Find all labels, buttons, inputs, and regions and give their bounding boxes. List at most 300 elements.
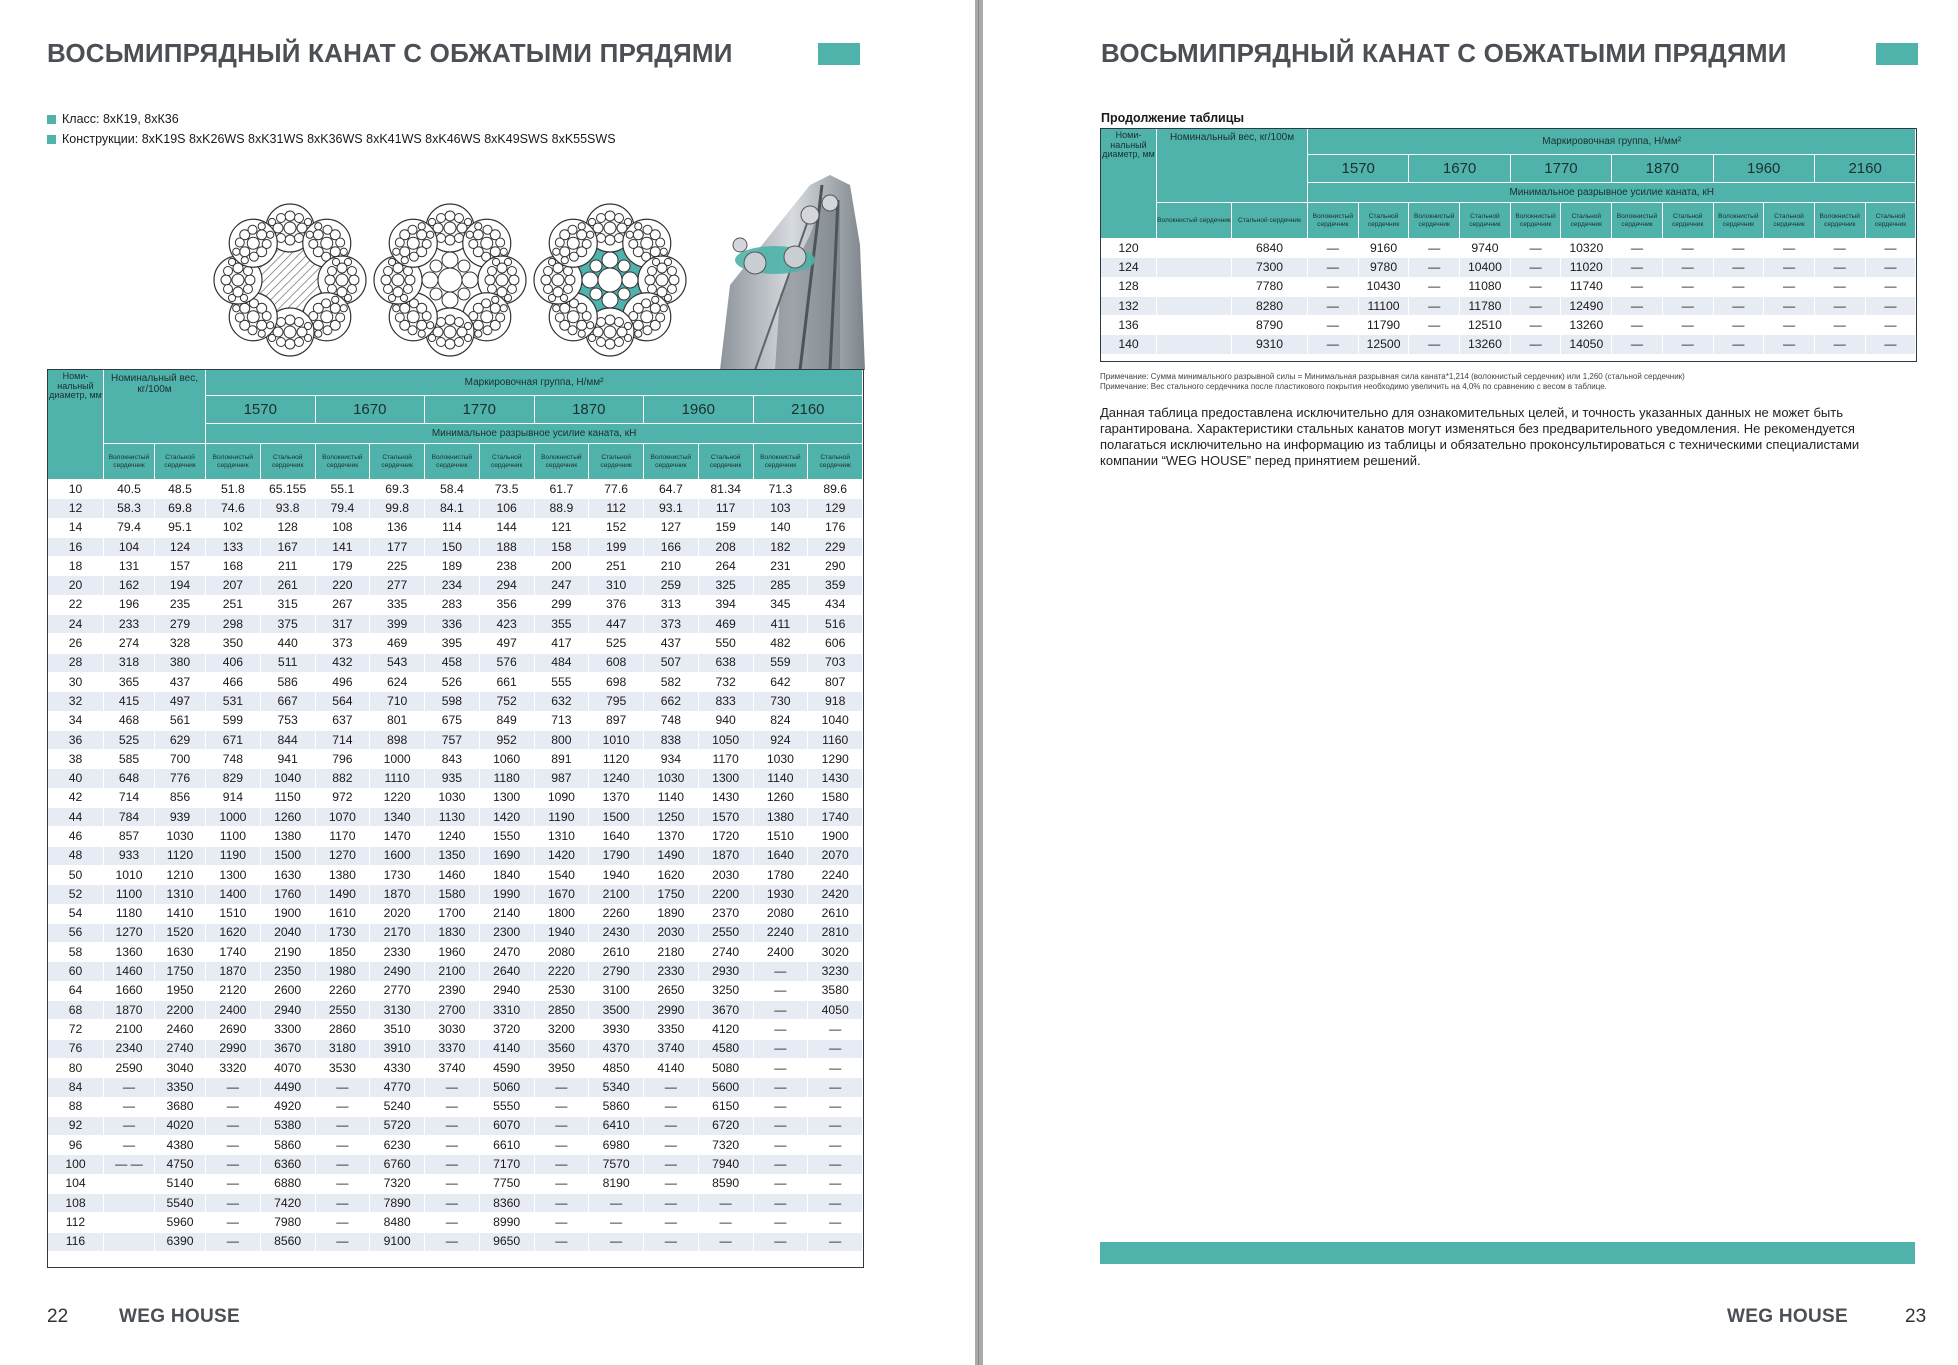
- value-cell: 158: [534, 537, 589, 556]
- value-cell: 4380: [155, 1136, 206, 1155]
- value-cell: 12490: [1561, 296, 1612, 315]
- value-cell: 1160: [808, 730, 863, 749]
- value-cell: 2220: [534, 962, 589, 981]
- table-row: [48, 885, 863, 904]
- value-cell: 81.34: [698, 480, 753, 499]
- value-cell: 310: [589, 576, 644, 595]
- value-cell: 1620: [644, 865, 699, 884]
- value-cell: 2940: [479, 981, 534, 1000]
- value-cell: 3030: [425, 1020, 480, 1039]
- value-cell: —: [808, 1097, 863, 1116]
- value-cell: 4020: [155, 1116, 206, 1135]
- rope-illustrations: [210, 175, 910, 370]
- diameter-cell: 76: [48, 1039, 104, 1058]
- grade-header: 2160: [1814, 155, 1916, 183]
- value-cell: 1870: [698, 846, 753, 865]
- value-cell: 939: [155, 808, 206, 827]
- value-cell: 6720: [698, 1116, 753, 1135]
- value-cell: 127: [644, 518, 699, 537]
- diameter-cell: 100: [48, 1155, 104, 1174]
- grade-header: 1770: [425, 396, 535, 424]
- value-cell: 1370: [589, 788, 644, 807]
- value-cell: 4490: [260, 1078, 315, 1097]
- value-cell: 437: [644, 634, 699, 653]
- value-cell: 796: [315, 750, 370, 769]
- value-cell: 69.3: [370, 480, 425, 499]
- value-cell: 6980: [589, 1136, 644, 1155]
- value-cell: 891: [534, 750, 589, 769]
- value-cell: —: [698, 1213, 753, 1232]
- table-row: [48, 923, 863, 942]
- value-cell: 1180: [104, 904, 155, 923]
- table-row: [48, 1116, 863, 1135]
- note-2: Примечание: Вес стального сердечника после пластикового покрытия необходимо увеличить на 4,0% по сравнению с весом в таблице.: [1100, 382, 1607, 391]
- value-cell: —: [753, 1213, 808, 1232]
- value-cell: 3370: [425, 1039, 480, 1058]
- value-cell: 2430: [589, 923, 644, 942]
- disclaimer-text: Данная таблица предоставлена исключительно для ознакомительных целей, и точность указанных данных не может быть гарантирована. Характеристики стальных канатов могут изменяться без предварительного уведомления. Не рекомендуется полагаться исключительно на информацию из таблицы и обязательно проконсультироваться с техническими специалистами компании “WEG HOUSE” перед принятием решений.: [1100, 405, 1860, 468]
- value-cell: —: [315, 1174, 370, 1193]
- value-cell: 1740: [206, 943, 261, 962]
- table-row: [48, 827, 863, 846]
- value-cell: 1150: [260, 788, 315, 807]
- value-cell: —: [589, 1232, 644, 1251]
- value-cell: —: [1510, 239, 1561, 258]
- value-cell: 898: [370, 730, 425, 749]
- value-cell: 469: [370, 634, 425, 653]
- value-cell: 1340: [370, 808, 425, 827]
- bullet-square-icon: [47, 135, 56, 144]
- table-row: [48, 653, 863, 672]
- page-title: ВОСЬМИПРЯДНЫЙ КАНАТ С ОБЖАТЫМИ ПРЯДЯМИ: [47, 38, 733, 68]
- value-cell: 3930: [589, 1020, 644, 1039]
- value-cell: —: [644, 1232, 699, 1251]
- value-cell: 65.155: [260, 480, 315, 499]
- table-row: [48, 1097, 863, 1116]
- value-cell: 1500: [260, 846, 315, 865]
- value-cell: 2080: [753, 904, 808, 923]
- value-cell: —: [1764, 316, 1815, 335]
- value-cell: —: [1409, 239, 1460, 258]
- value-cell: 3740: [425, 1058, 480, 1077]
- value-cell: [104, 1174, 155, 1193]
- value-cell: 179: [315, 557, 370, 576]
- diameter-cell: 32: [48, 692, 104, 711]
- value-cell: 71.3: [753, 480, 808, 499]
- diameter-cell: 84: [48, 1078, 104, 1097]
- fiber-core-header: Волокнистый сердечник: [1308, 203, 1359, 239]
- value-cell: 2200: [155, 1001, 206, 1020]
- steel-core-header: Стальной сердечник: [1232, 203, 1308, 239]
- value-cell: 9740: [1460, 239, 1511, 258]
- value-cell: 5600: [698, 1078, 753, 1097]
- value-cell: 11740: [1561, 277, 1612, 296]
- value-cell: —: [1865, 316, 1916, 335]
- value-cell: 40.5: [104, 480, 155, 499]
- value-cell: 543: [370, 653, 425, 672]
- value-cell: 564: [315, 692, 370, 711]
- value-cell: 277: [370, 576, 425, 595]
- value-cell: 84.1: [425, 499, 480, 518]
- value-cell: 5080: [698, 1058, 753, 1077]
- value-cell: 3720: [479, 1020, 534, 1039]
- value-cell: —: [1764, 239, 1815, 258]
- value-cell: 795: [589, 692, 644, 711]
- steel-core-header: Стальной сердечник: [1662, 203, 1713, 239]
- value-cell: —: [1612, 296, 1663, 315]
- value-cell: —: [425, 1078, 480, 1097]
- steel-core-header: Стальной сердечник: [370, 444, 425, 480]
- core-type-row: [48, 444, 863, 480]
- value-cell: 61.7: [534, 480, 589, 499]
- value-cell: 2330: [370, 943, 425, 962]
- value-cell: 167: [260, 537, 315, 556]
- value-cell: 1700: [425, 904, 480, 923]
- value-cell: —: [698, 1232, 753, 1251]
- value-cell: 2100: [425, 962, 480, 981]
- value-cell: —: [1308, 335, 1359, 354]
- value-cell: 3300: [260, 1020, 315, 1039]
- brand-name: WEG HOUSE: [1727, 1306, 1848, 1327]
- value-cell: 466: [206, 672, 261, 691]
- value-cell: 632: [534, 692, 589, 711]
- value-cell: 2990: [206, 1039, 261, 1058]
- value-cell: 313: [644, 595, 699, 614]
- value-cell: 3670: [698, 1001, 753, 1020]
- value-cell: 582: [644, 672, 699, 691]
- value-cell: 807: [808, 672, 863, 691]
- value-cell: 5960: [155, 1213, 206, 1232]
- value-cell: 5860: [260, 1136, 315, 1155]
- value-cell: —: [644, 1193, 699, 1212]
- steel-core-header: Стальной сердечник: [1358, 203, 1409, 239]
- value-cell: 1120: [589, 750, 644, 769]
- value-cell: 3950: [534, 1058, 589, 1077]
- value-cell: 1980: [315, 962, 370, 981]
- value-cell: 732: [698, 672, 753, 691]
- value-cell: 9780: [1358, 258, 1409, 277]
- table-row: [1101, 258, 1916, 277]
- diameter-cell: 18: [48, 557, 104, 576]
- value-cell: 117: [698, 499, 753, 518]
- value-cell: 497: [155, 692, 206, 711]
- value-cell: [104, 1213, 155, 1232]
- value-cell: 703: [808, 653, 863, 672]
- value-cell: 2460: [155, 1020, 206, 1039]
- value-cell: 274: [104, 634, 155, 653]
- value-cell: 838: [644, 730, 699, 749]
- value-cell: 1300: [698, 769, 753, 788]
- value-cell: —: [1409, 316, 1460, 335]
- value-cell: 1850: [315, 943, 370, 962]
- value-cell: 106: [479, 499, 534, 518]
- diameter-cell: 42: [48, 788, 104, 807]
- value-cell: 1520: [155, 923, 206, 942]
- value-cell: —: [1713, 258, 1764, 277]
- table-row: [1101, 277, 1916, 296]
- value-cell: 1940: [534, 923, 589, 942]
- value-cell: 1380: [260, 827, 315, 846]
- steel-core-header: Стальной сердечник: [1460, 203, 1511, 239]
- diameter-cell: 96: [48, 1136, 104, 1155]
- value-cell: 748: [644, 711, 699, 730]
- value-cell: —: [425, 1097, 480, 1116]
- value-cell: 1620: [206, 923, 261, 942]
- value-cell: 1300: [479, 788, 534, 807]
- value-cell: 406: [206, 653, 261, 672]
- value-cell: —: [753, 1193, 808, 1212]
- value-cell: 8560: [260, 1232, 315, 1251]
- value-cell: —: [753, 1078, 808, 1097]
- value-cell: —: [698, 1193, 753, 1212]
- value-cell: 940: [698, 711, 753, 730]
- value-cell: 1760: [260, 885, 315, 904]
- steel-core-header: Стальной сердечник: [479, 444, 534, 480]
- value-cell: —: [808, 1020, 863, 1039]
- value-cell: [1157, 335, 1232, 354]
- value-cell: —: [425, 1213, 480, 1232]
- value-cell: 1240: [589, 769, 644, 788]
- steel-core-header: Стальной сердечник: [808, 444, 863, 480]
- value-cell: —: [425, 1232, 480, 1251]
- value-cell: 4850: [589, 1058, 644, 1077]
- value-cell: —: [315, 1116, 370, 1135]
- value-cell: 801: [370, 711, 425, 730]
- value-cell: 141: [315, 537, 370, 556]
- value-cell: —: [315, 1136, 370, 1155]
- value-cell: 1750: [155, 962, 206, 981]
- table-row: [48, 750, 863, 769]
- value-cell: 714: [104, 788, 155, 807]
- value-cell: [1157, 316, 1232, 335]
- value-cell: 8790: [1232, 316, 1308, 335]
- value-cell: 2100: [104, 1020, 155, 1039]
- value-cell: 4590: [479, 1058, 534, 1077]
- value-cell: 69.8: [155, 499, 206, 518]
- table-row: [48, 1174, 863, 1193]
- value-cell: 3310: [479, 1001, 534, 1020]
- value-cell: 7940: [698, 1155, 753, 1174]
- steel-core-header: Стальной сердечник: [1561, 203, 1612, 239]
- grade-group-header: Маркировочная группа, Н/мм²: [206, 370, 863, 396]
- value-cell: —: [425, 1116, 480, 1135]
- value-cell: 375: [260, 615, 315, 634]
- value-cell: 210: [644, 557, 699, 576]
- value-cell: 7570: [589, 1155, 644, 1174]
- diameter-cell: 16: [48, 537, 104, 556]
- value-cell: —: [644, 1155, 699, 1174]
- value-cell: 2330: [644, 962, 699, 981]
- value-cell: 1930: [753, 885, 808, 904]
- value-cell: 157: [155, 557, 206, 576]
- value-cell: 1400: [206, 885, 261, 904]
- value-cell: 417: [534, 634, 589, 653]
- diameter-cell: 26: [48, 634, 104, 653]
- value-cell: 7420: [260, 1193, 315, 1212]
- value-cell: 355: [534, 615, 589, 634]
- value-cell: 1180: [479, 769, 534, 788]
- value-cell: 1580: [808, 788, 863, 807]
- value-cell: 1900: [808, 827, 863, 846]
- value-cell: 325: [698, 576, 753, 595]
- diameter-cell: 112: [48, 1213, 104, 1232]
- value-cell: 2350: [260, 962, 315, 981]
- diameter-header: Номи-нальный диаметр, мм: [48, 370, 104, 480]
- value-cell: 128: [260, 518, 315, 537]
- value-cell: 2170: [370, 923, 425, 942]
- value-cell: 1410: [155, 904, 206, 923]
- table-row: [48, 634, 863, 653]
- value-cell: —: [1713, 335, 1764, 354]
- value-cell: 675: [425, 711, 480, 730]
- value-cell: —: [1865, 296, 1916, 315]
- value-cell: 5860: [589, 1097, 644, 1116]
- value-cell: 2240: [753, 923, 808, 942]
- value-cell: 730: [753, 692, 808, 711]
- value-cell: —: [206, 1078, 261, 1097]
- value-cell: 857: [104, 827, 155, 846]
- value-cell: 14050: [1561, 335, 1612, 354]
- title-accent-bar: [818, 43, 860, 65]
- value-cell: 914: [206, 788, 261, 807]
- value-cell: 12500: [1358, 335, 1409, 354]
- value-cell: —: [206, 1232, 261, 1251]
- value-cell: [1157, 296, 1232, 315]
- value-cell: —: [1814, 258, 1865, 277]
- value-cell: 6610: [479, 1136, 534, 1155]
- value-cell: 168: [206, 557, 261, 576]
- value-cell: 1950: [155, 981, 206, 1000]
- table-row: [48, 1078, 863, 1097]
- value-cell: —: [1612, 277, 1663, 296]
- value-cell: 2030: [698, 865, 753, 884]
- table-row: [48, 615, 863, 634]
- value-cell: 294: [479, 576, 534, 595]
- table-row: [48, 904, 863, 923]
- value-cell: 196: [104, 595, 155, 614]
- value-cell: 121: [534, 518, 589, 537]
- value-cell: 9160: [1358, 239, 1409, 258]
- value-cell: —: [206, 1136, 261, 1155]
- table-row: [48, 769, 863, 788]
- value-cell: 2190: [260, 943, 315, 962]
- value-cell: 13260: [1561, 316, 1612, 335]
- value-cell: 3510: [370, 1020, 425, 1039]
- value-cell: 843: [425, 750, 480, 769]
- value-cell: [1157, 239, 1232, 258]
- value-cell: —: [1814, 296, 1865, 315]
- value-cell: 1240: [425, 827, 480, 846]
- value-cell: 833: [698, 692, 753, 711]
- value-cell: 434: [808, 595, 863, 614]
- value-cell: 511: [260, 653, 315, 672]
- value-cell: 231: [753, 557, 808, 576]
- value-cell: 496: [315, 672, 370, 691]
- value-cell: 3670: [260, 1039, 315, 1058]
- value-cell: 1690: [479, 846, 534, 865]
- value-cell: 585: [104, 750, 155, 769]
- steel-core-header: Стальной сердечник: [589, 444, 644, 480]
- grade-header: 1870: [534, 396, 644, 424]
- value-cell: —: [1612, 335, 1663, 354]
- value-cell: 108: [315, 518, 370, 537]
- value-cell: 2030: [644, 923, 699, 942]
- value-cell: 1660: [104, 981, 155, 1000]
- diameter-cell: 58: [48, 943, 104, 962]
- table-row: [1101, 335, 1916, 354]
- value-cell: 784: [104, 808, 155, 827]
- value-cell: 1730: [315, 923, 370, 942]
- value-cell: 2590: [104, 1058, 155, 1077]
- value-cell: [1157, 277, 1232, 296]
- title-accent-bar: [1876, 43, 1918, 65]
- diameter-cell: 46: [48, 827, 104, 846]
- value-cell: 2300: [479, 923, 534, 942]
- spec-bullets: [47, 109, 616, 149]
- value-cell: 373: [644, 615, 699, 634]
- page-number: 22: [47, 1306, 69, 1327]
- value-cell: 2850: [534, 1001, 589, 1020]
- value-cell: 2400: [206, 1001, 261, 1020]
- diameter-cell: 36: [48, 730, 104, 749]
- value-cell: 829: [206, 769, 261, 788]
- value-cell: —: [1713, 277, 1764, 296]
- value-cell: 1040: [260, 769, 315, 788]
- value-cell: 933: [104, 846, 155, 865]
- value-cell: —: [644, 1136, 699, 1155]
- value-cell: 1070: [315, 808, 370, 827]
- value-cell: 849: [479, 711, 534, 730]
- value-cell: 3350: [155, 1078, 206, 1097]
- grade-group-header: Маркировочная группа, Н/мм²: [1308, 129, 1916, 155]
- value-cell: —: [315, 1078, 370, 1097]
- table-row: [48, 692, 863, 711]
- grade-header: 1570: [206, 396, 316, 424]
- rope-3d-image-icon: [720, 175, 865, 370]
- value-cell: 4070: [260, 1058, 315, 1077]
- value-cell: 1040: [808, 711, 863, 730]
- value-cell: 10400: [1460, 258, 1511, 277]
- value-cell: 150: [425, 537, 480, 556]
- value-cell: 48.5: [155, 480, 206, 499]
- value-cell: 935: [425, 769, 480, 788]
- value-cell: 2770: [370, 981, 425, 1000]
- value-cell: 1190: [206, 846, 261, 865]
- value-cell: 432: [315, 653, 370, 672]
- value-cell: 1940: [589, 865, 644, 884]
- grade-header: 1770: [1510, 155, 1611, 183]
- value-cell: 1870: [370, 885, 425, 904]
- value-cell: 285: [753, 576, 808, 595]
- value-cell: —: [1662, 296, 1713, 315]
- value-cell: 55.1: [315, 480, 370, 499]
- value-cell: 336: [425, 615, 480, 634]
- value-cell: 1170: [698, 750, 753, 769]
- value-cell: 283: [425, 595, 480, 614]
- value-cell: 1460: [104, 962, 155, 981]
- value-cell: 5720: [370, 1116, 425, 1135]
- table-row: [48, 1039, 863, 1058]
- table-row: [48, 1232, 863, 1251]
- grade-header: 1670: [315, 396, 425, 424]
- diameter-cell: 120: [1101, 239, 1157, 258]
- value-cell: 6070: [479, 1116, 534, 1135]
- value-cell: 671: [206, 730, 261, 749]
- value-cell: —: [1510, 335, 1561, 354]
- class-bullet: Класс: 8хК19, 8хК36: [47, 109, 616, 129]
- value-cell: 1420: [534, 846, 589, 865]
- value-cell: 399: [370, 615, 425, 634]
